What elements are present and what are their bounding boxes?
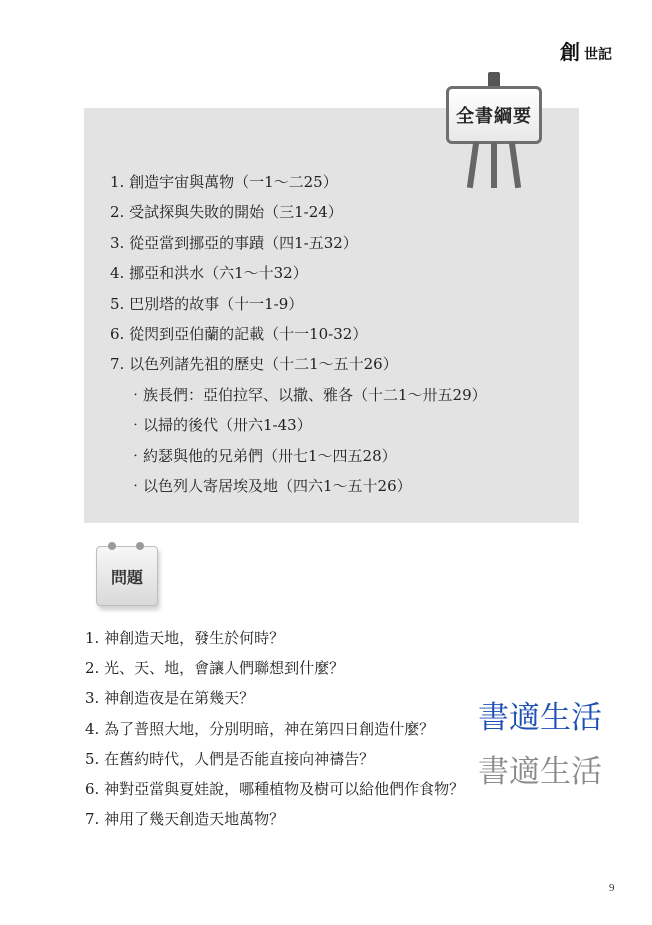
question-list [85,624,464,835]
book-title-char: 創 [560,40,580,64]
pin-icon [108,542,116,550]
summary-item: 4. 挪亞和洪水（六1～十32） [110,264,308,283]
running-header [560,36,612,65]
summary-subitem: ‧約瑟與他的兄弟們（卅七1～四五28） [128,446,397,465]
questions-title: 問題 [110,567,143,587]
summary-item: 3. 從亞當到挪亞的事蹟（四1-五32） [110,233,358,252]
summary-title: 全書綱要 [456,106,532,127]
question-note-icon [96,546,160,612]
watermark-gray: 書適生活 [478,754,602,790]
summary-item: 5. 巴別塔的故事（十一1-9） [110,294,304,313]
page-number: 9 [609,882,615,894]
summary-subitem: ‧以色列人寄居埃及地（四六1～五十26） [128,476,412,495]
summary-item: 6. 從閃到亞伯蘭的記載（十一10-32） [110,324,368,343]
summary-item: 1. 創造宇宙與萬物（一1～二25） [110,173,338,191]
question-item: 5. 在舊約時代，人們是否能直接向神禱告？ [85,749,375,768]
summary-item: 2. 受試探與失敗的開始（三1-24） [110,203,343,222]
easel-leg-center [491,142,497,188]
summary-list [110,168,487,502]
summary-item: 7. 以色列諸先祖的歷史（十二1～五十26） [110,355,398,374]
watermark-blue: 書適生活 [478,700,602,736]
summary-subitem: ‧以掃的後代（卅六1-43） [128,416,312,435]
easel-board [446,86,542,144]
question-note-paper [96,546,158,606]
question-item: 3. 神創造夜是在第幾天？ [85,689,255,708]
easel-leg-right [509,142,521,188]
book-title-rest: 世記 [584,47,612,63]
summary-subitem: ‧族長們：亞伯拉罕、以撒、雅各（十二1～卅五29） [128,385,487,404]
question-item: 7. 神用了幾天創造天地萬物？ [85,810,285,829]
question-item: 6. 神對亞當與夏娃說，哪種植物及樹可以給他們作食物？ [85,779,465,798]
question-item: 1. 神創造天地，發生於何時？ [85,629,285,647]
question-item: 2. 光、天、地，會讓人們聯想到什麼？ [85,659,345,678]
pin-icon [136,542,144,550]
question-item: 4. 為了普照大地，分別明暗，神在第四日創造什麼？ [85,719,435,738]
